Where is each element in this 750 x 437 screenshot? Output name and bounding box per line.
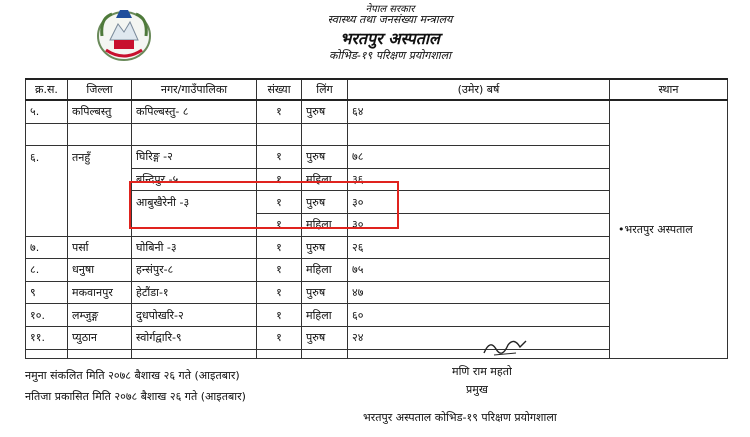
gender-cell: पुरुष <box>302 100 348 123</box>
sn-cell: ९ <box>26 281 68 304</box>
municipality-cell: घिरिङ्ग -२ <box>132 146 257 169</box>
gender-cell: महिला <box>302 304 348 327</box>
age-cell: ४७ <box>348 281 610 304</box>
count-cell: १ <box>257 213 302 236</box>
signer-title: प्रमुख <box>466 383 488 396</box>
sn-cell: ६. <box>26 146 68 236</box>
col-header-municipality: नगर/गाउँपालिका <box>132 79 257 100</box>
table-header-row <box>26 79 728 100</box>
municipality-cell: कपिल्बस्तु- ८ <box>132 100 257 123</box>
government-label: नेपाल सरकार <box>365 4 415 15</box>
district-cell: लम्जुङ्ग <box>68 304 132 327</box>
district-cell: प्युठान <box>68 326 132 349</box>
table-row <box>26 100 728 123</box>
district-cell: कपिल्बस्तु <box>68 100 132 123</box>
gender-cell: पुरुष <box>302 326 348 349</box>
age-cell: ६४ <box>348 100 610 123</box>
district-cell: मकवानपुर <box>68 281 132 304</box>
count-cell: १ <box>257 146 302 169</box>
count-cell: १ <box>257 304 302 327</box>
municipality-cell: हन्संपुर-८ <box>132 259 257 282</box>
gender-cell: महिला <box>302 213 348 236</box>
age-cell: ३० <box>348 191 610 214</box>
signature-icon <box>480 333 530 359</box>
gender-cell: महिला <box>302 168 348 191</box>
ministry-label: स्वास्थ्य तथा जनसंख्या मन्त्रालय <box>327 13 453 26</box>
age-cell: ३६ <box>348 168 610 191</box>
district-cell: धनुषा <box>68 259 132 282</box>
col-header-district: जिल्ला <box>68 79 132 100</box>
age-cell: ७८ <box>348 146 610 169</box>
age-cell: ६० <box>348 304 610 327</box>
municipality-cell: बन्दिपुर -५ <box>132 168 257 191</box>
age-cell: ७५ <box>348 259 610 282</box>
municipality-cell: घोबिनी -३ <box>132 236 257 259</box>
sn-cell: १०. <box>26 304 68 327</box>
hospital-title: भरतपुर अस्पताल <box>340 29 440 48</box>
age-cell: २६ <box>348 236 610 259</box>
count-cell: १ <box>257 168 302 191</box>
count-cell: १ <box>257 259 302 282</box>
municipality-cell: दुधपोखरि-२ <box>132 304 257 327</box>
district-cell: तनहुँ <box>68 146 132 236</box>
nepal-emblem-icon <box>92 6 156 64</box>
district-cell: पर्सा <box>68 236 132 259</box>
highlight-box <box>129 181 399 229</box>
col-header-age: (उमेर) बर्ष <box>348 79 610 100</box>
signer-name: मणि राम महतो <box>452 365 512 378</box>
sample-collection-date: नमुना संकलित मिति २०७८ बैशाख २६ गते (आइतबार) <box>25 369 240 382</box>
gender-cell: पुरुष <box>302 191 348 214</box>
count-cell: १ <box>257 191 302 214</box>
sn-cell: ८. <box>26 259 68 282</box>
gender-cell: पुरुष <box>302 281 348 304</box>
count-cell: १ <box>257 326 302 349</box>
lab-signature-label: भरतपुर अस्पताल कोभिड-१९ परिक्षण प्रयोगशाला <box>363 411 557 424</box>
gender-cell: पुरुष <box>302 236 348 259</box>
col-header-place: स्थान <box>610 79 728 100</box>
age-cell: २४ <box>348 326 610 349</box>
count-cell: १ <box>257 281 302 304</box>
municipality-cell: आबुखैरेनी -३ <box>132 191 257 236</box>
sn-cell: ७. <box>26 236 68 259</box>
sn-cell: ५. <box>26 100 68 123</box>
lab-subtitle: कोभिड-१९ परिक्षण प्रयोगशाला <box>329 49 451 62</box>
count-cell: १ <box>257 236 302 259</box>
place-cell: •भरतपुर अस्पताल <box>610 100 728 358</box>
gender-cell: महिला <box>302 259 348 282</box>
age-cell: ३० <box>348 213 610 236</box>
col-header-gender: लिंग <box>302 79 348 100</box>
gender-cell: पुरुष <box>302 146 348 169</box>
municipality-cell: स्वोर्गद्वारि-९ <box>132 326 257 349</box>
col-header-count: संख्या <box>257 79 302 100</box>
count-cell: १ <box>257 100 302 123</box>
municipality-cell: हेटौंडा-१ <box>132 281 257 304</box>
col-header-sn: क्र.स. <box>26 79 68 100</box>
result-publish-date: नतिजा प्रकासित मिति २०७८ बैशाख २६ गते (आइतबार) <box>25 390 246 403</box>
sn-cell: ११. <box>26 326 68 349</box>
